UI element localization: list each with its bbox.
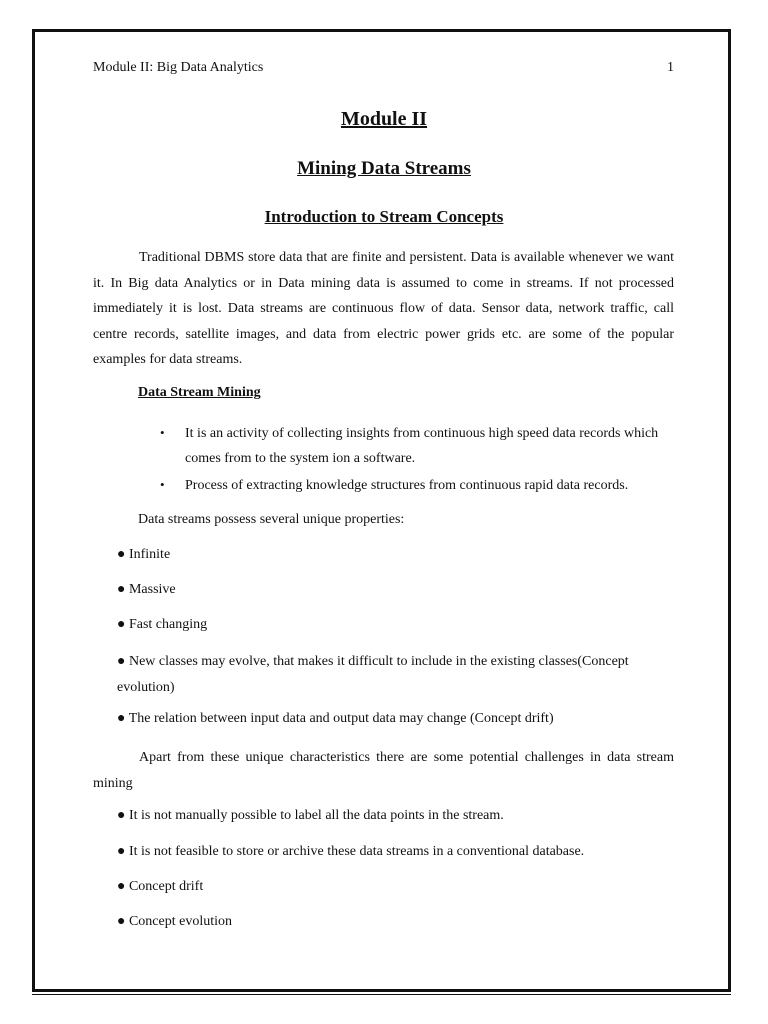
list-item: It is an activity of collecting insights from continuous high speed data records which comes from to the system ion a software.	[185, 426, 659, 466]
page-number: 1	[667, 60, 674, 75]
list-item: ● Fast changing	[117, 617, 208, 632]
data-stream-mining-heading: Data Stream Mining	[138, 385, 261, 400]
list-item: ● Infinite	[117, 547, 171, 562]
chapter-title: Mining Data Streams	[297, 158, 471, 179]
section-title: Introduction to Stream Concepts	[264, 207, 504, 226]
bullet-icon: •	[160, 425, 165, 440]
list-item: ● Concept evolution	[117, 914, 232, 929]
bullet-icon: •	[160, 477, 165, 492]
properties-intro: Data streams possess several unique properties:	[138, 512, 405, 527]
list-item: Process of extracting knowledge structures from continuous rapid data records.	[185, 478, 629, 493]
list-item: ● The relation between input data and output data may change (Concept drift)	[117, 711, 554, 726]
list-item: ● It is not manually possible to label all the data points in the stream.	[117, 808, 504, 823]
list-item: ● New classes may evolve, that makes it difficult to include in the existing classes(Concept evolution)	[117, 654, 629, 695]
list-item: ● It is not feasible to store or archive these data streams in a conventional database.	[117, 844, 585, 859]
challenges-intro: Apart from these unique characteristics there are some potential challenges in data stream mining	[93, 750, 674, 791]
list-item: ● Massive	[117, 582, 176, 597]
intro-paragraph: Traditional DBMS store data that are finite and persistent. Data is available whenever we want it. In Big data Analytics or in Data mining data is assumed to come in streams. If not processed immediately it is lost. Data streams are continuous flow of data. Sensor data, network traffic, call centre records, satellite images, and data from electric power grids etc. are some of the popular examples for data streams.	[93, 250, 674, 367]
running-header: Module II: Big Data Analytics	[93, 60, 264, 75]
list-item: ● Concept drift	[117, 879, 204, 894]
module-title: Module II	[340, 108, 428, 130]
